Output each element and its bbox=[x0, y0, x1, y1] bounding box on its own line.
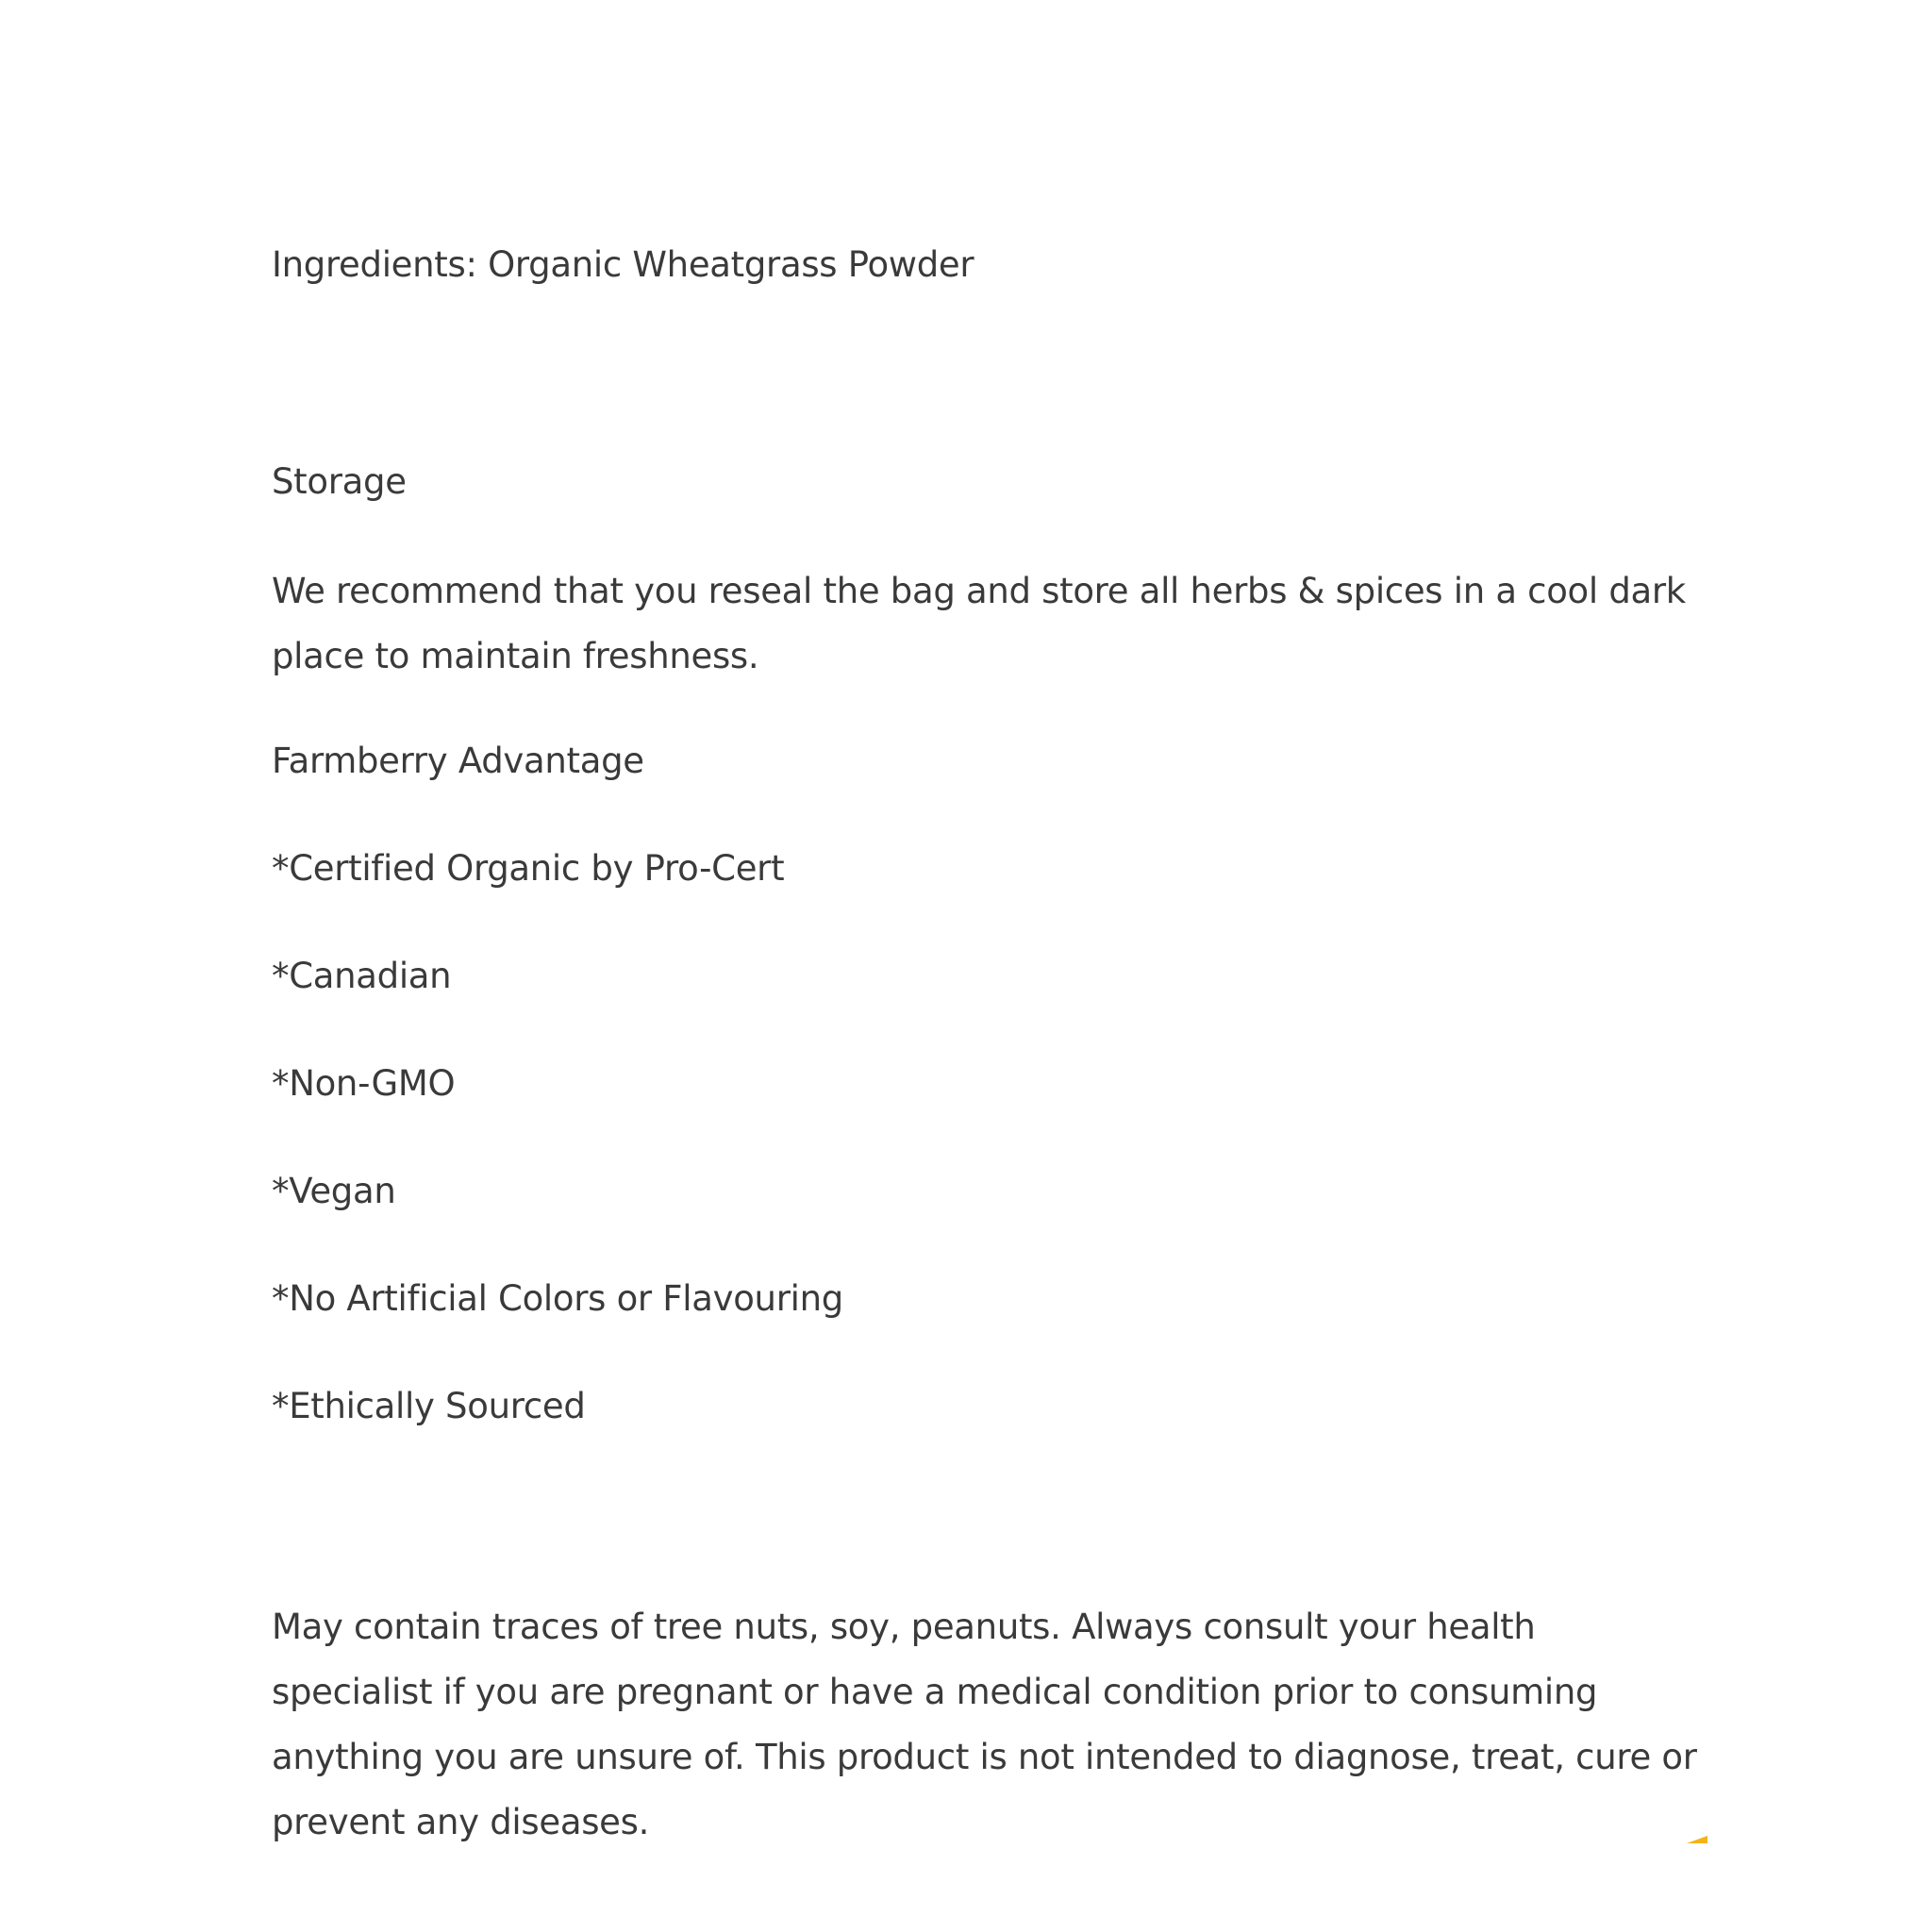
advantage-item-ethically-sourced: *Ethically Sourced bbox=[272, 1386, 586, 1426]
advantage-item-certified: *Certified Organic by Pro-Cert bbox=[272, 848, 785, 889]
storage-heading: Storage bbox=[272, 461, 407, 502]
advantage-item-vegan: *Vegan bbox=[272, 1171, 396, 1211]
ingredients-text: Ingredients: Organic Wheatgrass Powder bbox=[272, 244, 974, 285]
advantage-item-non-gmo: *Non-GMO bbox=[272, 1063, 456, 1104]
storage-text: We recommend that you reseal the bag and store all herbs & spices in a cool dark place to maintain freshness. bbox=[272, 571, 1686, 676]
advantage-item-canadian: *Canadian bbox=[272, 956, 452, 996]
disclaimer-text: May contain traces of tree nuts, soy, peanuts. Always consult your health specialist if you are pregnant or have a medical condition prior to consuming anything you are unsure of. This product is not intended to diagnose, treat, cure or prevent any diseases. bbox=[272, 1607, 1697, 1842]
advantage-heading: Farmberry Advantage bbox=[272, 741, 644, 781]
advantage-item-no-artificial: *No Artificial Colors or Flavouring bbox=[272, 1278, 843, 1319]
